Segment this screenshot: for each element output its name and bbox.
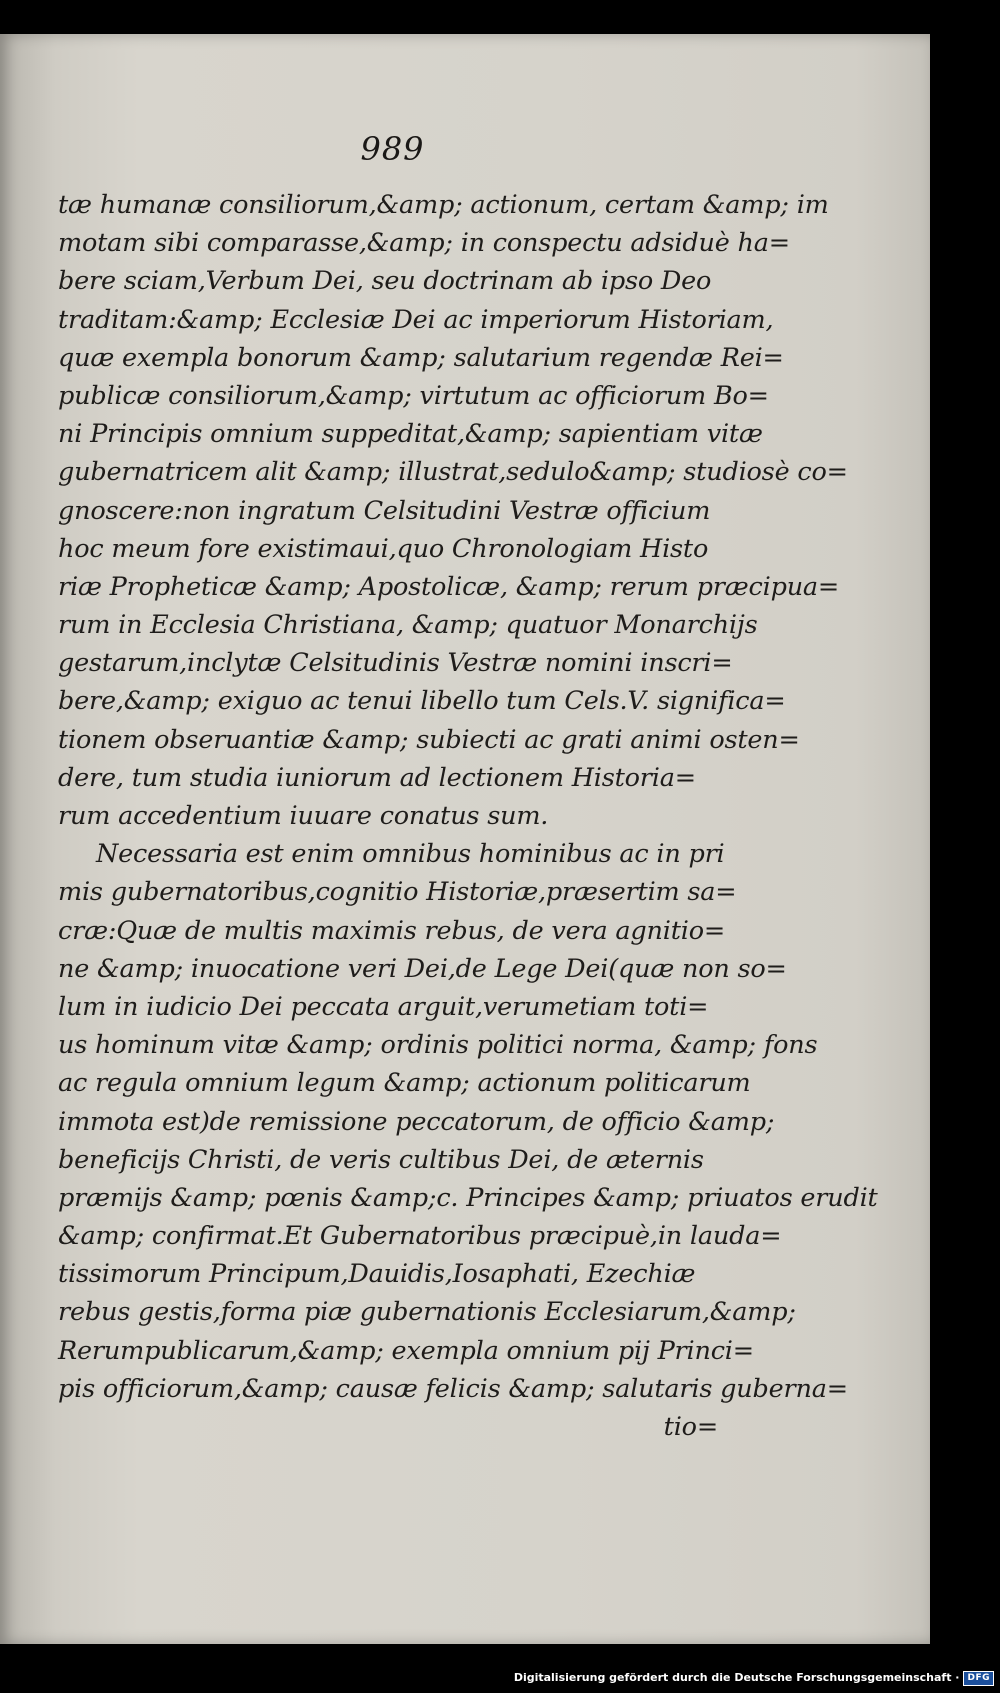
text-line: &amp; confirmat.Et Gubernatoribus præcipuè,in lauda= [58, 1221, 782, 1252]
text-line: rum in Ecclesia Christiana, &amp; quatuor Monarchijs [58, 610, 758, 641]
dfg-logo-icon: DFG [963, 1671, 994, 1686]
text-line: ne &amp; inuocatione veri Dei,de Lege Dei(quæ non so= [58, 953, 787, 984]
text-line: riæ Propheticæ &amp; Apostolicæ, &amp; rerum præcipua= [58, 571, 840, 602]
text-line: cræ:Quæ de multis maximis rebus, de vera agnitio= [58, 915, 726, 946]
digitization-credit [0, 1670, 994, 1686]
text-line: motam sibi comparasse,&amp; in conspectu adsiduè ha= [58, 228, 790, 259]
paragraph-start-line: Necessaria est enim omnibus hominibus ac in pri [96, 839, 725, 870]
catchword: tio= [663, 1412, 718, 1442]
text-line: traditam:&amp; Ecclesiæ Dei ac imperiorum Historiam, [58, 304, 774, 335]
text-line: bere sciam,Verbum Dei, seu doctrinam ab ipso Deo [58, 266, 712, 297]
body-text [58, 186, 878, 1446]
text-line: us hominum vitæ &amp; ordinis politici norma, &amp; fons [58, 1030, 818, 1061]
text-line: dere, tum studia iuniorum ad lectionem Historia= [58, 762, 696, 793]
text-line: tionem obseruantiæ &amp; subiecti ac grati animi osten= [58, 724, 800, 755]
text-line: mis gubernatoribus,cognitio Historiæ,præsertim sa= [58, 877, 737, 908]
book-page [0, 34, 930, 1644]
text-line: gubernatricem alit &amp; illustrat,sedulo&amp; studiosè co= [58, 457, 848, 488]
text-line: ni Principis omnium suppeditat,&amp; sapientiam vitæ [58, 419, 763, 450]
text-line: publicæ consiliorum,&amp; virtutum ac officiorum Bo= [58, 380, 769, 411]
credit-text: Digitalisierung gefördert durch die Deutsche Forschungsgemeinschaft · [513, 1671, 960, 1684]
text-line: rum accedentium iuuare conatus sum. [58, 801, 549, 831]
text-line: hoc meum fore existimaui,quo Chronologiam Histo [58, 533, 709, 564]
text-line: bere,&amp; exiguo ac tenui libello tum Cels.V. significa= [58, 686, 786, 717]
text-line: tissimorum Principum,Dauidis,Iosaphati, Ezechiæ [58, 1259, 696, 1290]
text-line: pis officiorum,&amp; causæ felicis &amp; salutaris guberna= [58, 1373, 848, 1404]
text-line: tæ humanæ consiliorum,&amp; actionum, certam &amp; im [58, 190, 829, 220]
text-line: gnoscere:non ingratum Celsitudini Vestræ officium [58, 495, 711, 526]
text-line: rebus gestis,forma piæ gubernationis Ecclesiarum,&amp; [58, 1297, 796, 1328]
text-line: ac regula omnium legum &amp; actionum politicarum [58, 1068, 751, 1099]
text-line: gestarum,inclytæ Celsitudinis Vestræ nomini inscri= [58, 648, 733, 679]
text-line: lum in iudicio Dei peccata arguit,verumetiam toti= [58, 991, 709, 1022]
text-line: quæ exempla bonorum &amp; salutarium regendæ Rei= [58, 342, 784, 373]
text-line: beneficijs Christi, de veris cultibus Dei, de æternis [58, 1144, 704, 1175]
text-line: Rerumpublicarum,&amp; exempla omnium pij Princi= [58, 1335, 754, 1366]
page-number: 989 [360, 130, 425, 168]
text-line: immota est)de remissione peccatorum, de officio &amp; [58, 1106, 775, 1137]
text-line: præmijs &amp; pœnis &amp;c. Principes &amp; priuatos erudit [58, 1182, 878, 1213]
